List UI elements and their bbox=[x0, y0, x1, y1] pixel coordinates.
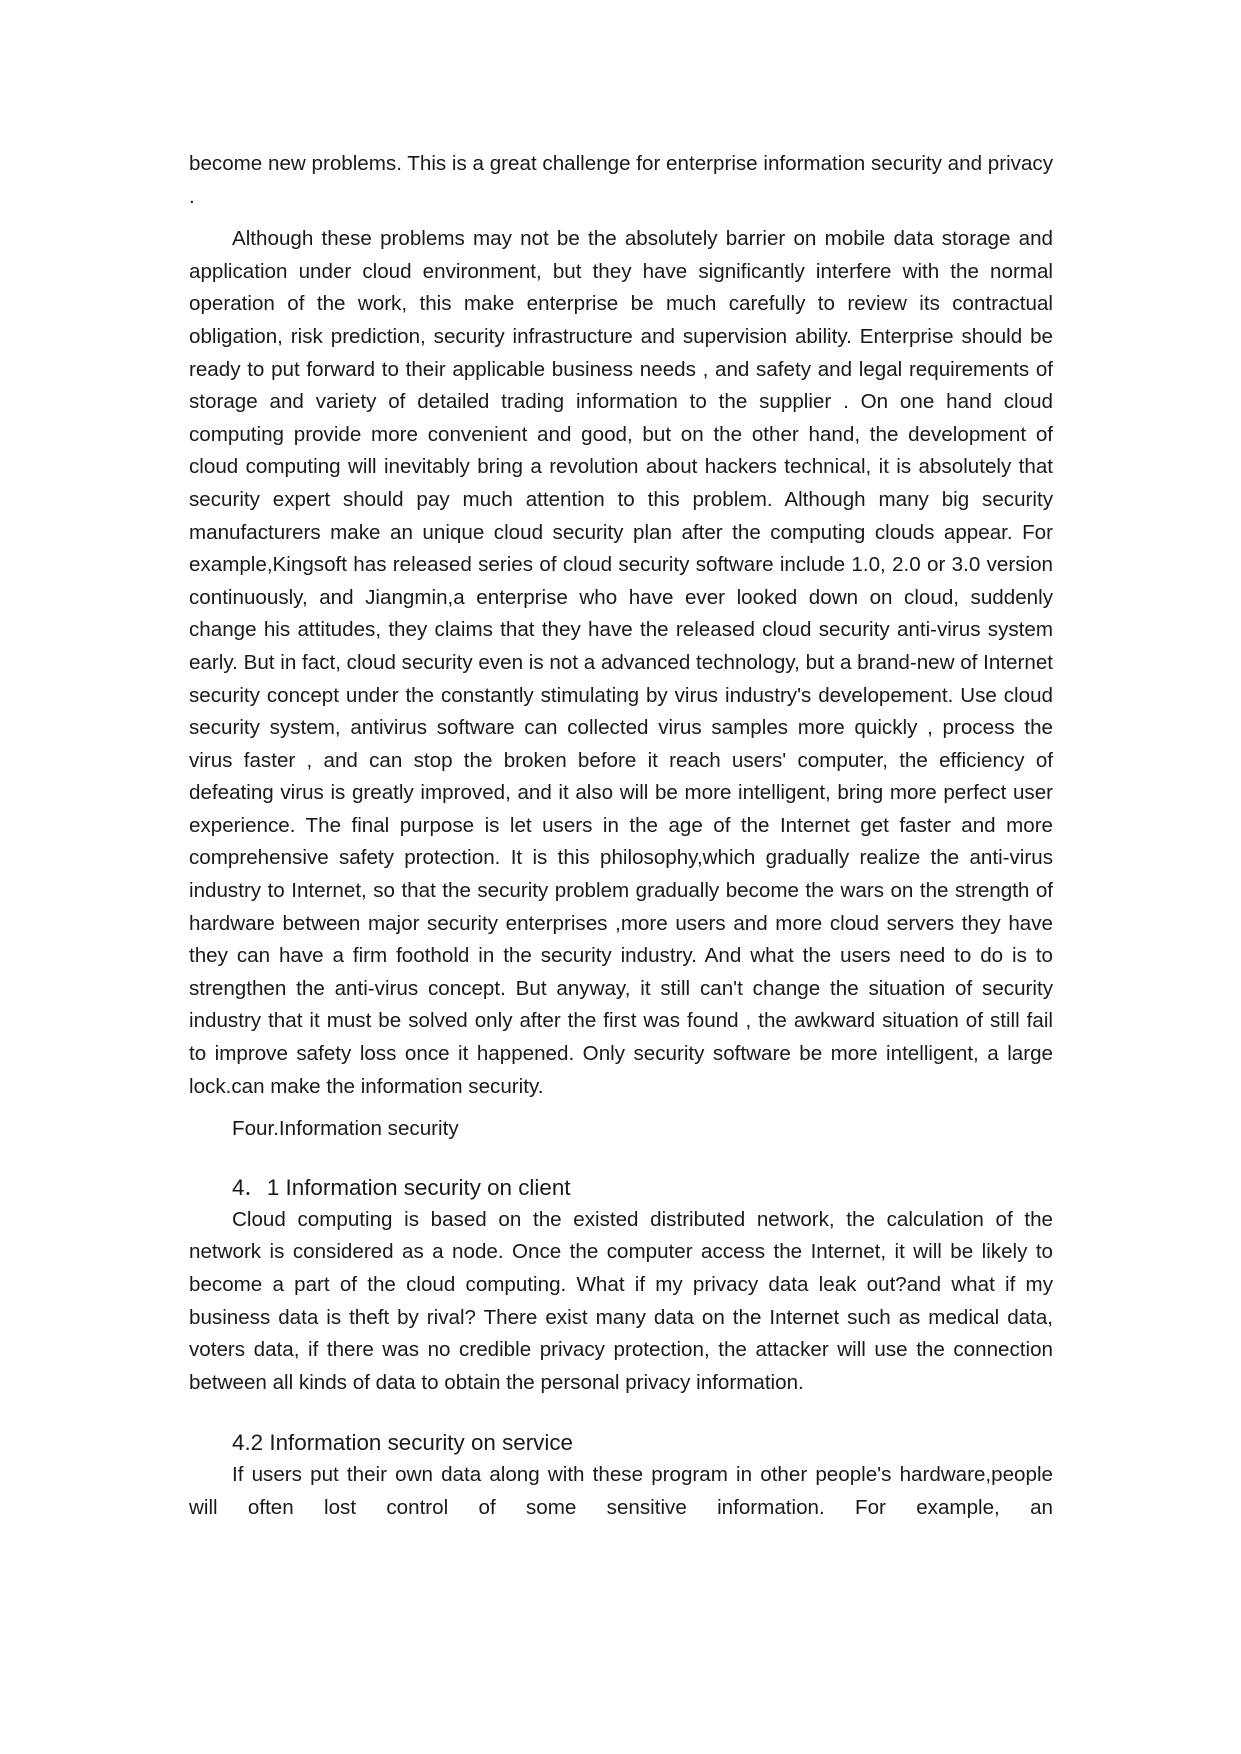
paragraph-cloud-security: Although these problems may not be the absolutely barrier on mobile data storage and application under cloud environment, but they have significantly interfere with the normal operation of the work, this make enterprise be much carefully to review its contractual obligation, risk prediction, security infrastructure and supervision ability. Enterprise should be ready to put forward to their applicable business needs , and safety and legal requirements of storage and variety of detailed trading information to the supplier . On one hand cloud computing provide more convenient and good, but on the other hand, the development of cloud computing will inevitably bring a revolution about hackers technical, it is absolutely that security expert should pay much attention to this problem. Although many big security manufacturers make an unique cloud security plan after the computing clouds appear. For example,Kingsoft has released series of cloud security software include 1.0, 2.0 or 3.0 version continuously, and Jiangmin,a enterprise who have ever looked down on cloud, suddenly change his attitudes, they claims that they have the released cloud security anti-virus system early. But in fact, cloud security even is not a advanced technology, but a brand-new of Internet security concept under the constantly stimulating by virus industry's developement. Use cloud security system, antivirus software can collected virus samples more quickly , process the virus faster , and can stop the broken before it reach users' computer, the efficiency of defeating virus is greatly improved, and it also will be more intelligent, bring more perfect user experience. The final purpose is let users in the age of the Internet get faster and more comprehensive safety protection. It is this philosophy,which gradually realize the anti-virus industry to Internet, so that the security problem gradually become the wars on the strength of hardware between major security enterprises ,more users and more cloud servers they have they can have a firm foothold in the security industry. And what the users need to do is to strengthen the anti-virus concept. But anyway, it still can't change the situation of security industry that it must be solved only after the first was found , the awkward situation of still fail to improve safety loss once it happened. Only security software be more intelligent, a large lock.can make the information security. bbox=[189, 227, 1053, 1098]
paragraph-continued: become new problems. This is a great challenge for enterprise information security and privacy . bbox=[189, 152, 1053, 208]
section-heading: Four.Information security bbox=[232, 1117, 459, 1141]
paragraph-service-security: If users put their own data along with these program in other people's hardware,people will often lost control of some sensitive information. For example, an bbox=[189, 1463, 1053, 1519]
subsection-heading-client: 4．1 Information security on client bbox=[232, 1174, 571, 1200]
subsection-heading-service: 4.2 Information security on service bbox=[232, 1430, 573, 1456]
paragraph-client-security: Cloud computing is based on the existed distributed network, the calculation of the network is considered as a node. Once the computer access the Internet, it will be likely to become a part of the cloud computing. What if my privacy data leak out?and what if my business data is theft by rival? There exist many data on the Internet such as medical data, voters data, if there was no credible privacy protection, the attacker will use the connection between all kinds of data to obtain the personal privacy information. bbox=[189, 1207, 1053, 1394]
document-page bbox=[189, 148, 1053, 1525]
